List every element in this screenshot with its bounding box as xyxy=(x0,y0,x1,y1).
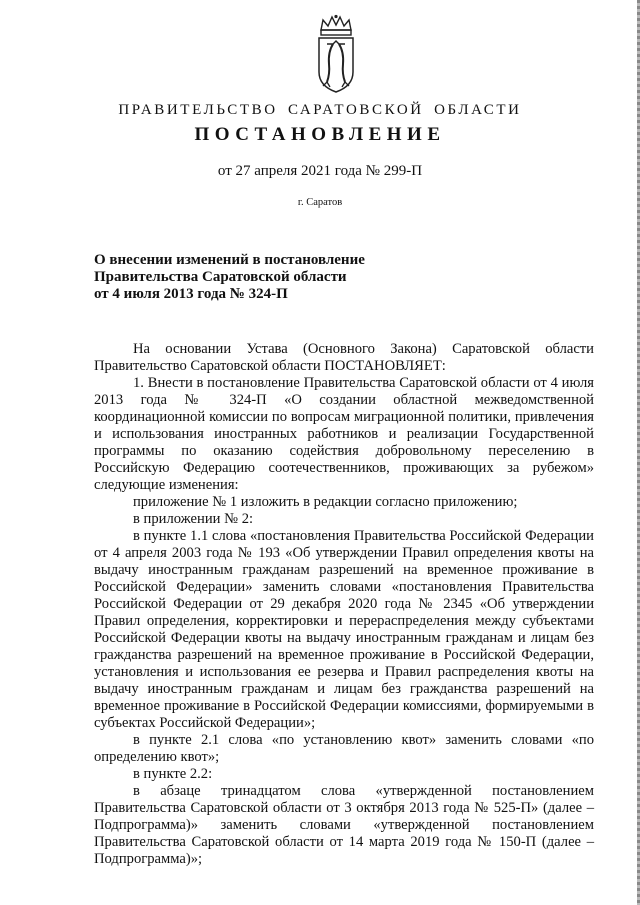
document-title xyxy=(94,252,424,303)
body-paragraph: приложение № 1 изложить в редакции согласно приложению; xyxy=(133,494,518,510)
document-date-number: от 27 апреля 2021 года № 299-П xyxy=(217,163,423,179)
body-paragraph: в пункте 2.2: xyxy=(133,766,213,782)
coat-of-arms-emblem xyxy=(313,14,359,94)
body-paragraph: в пункте 1.1 слова «постановления Правительства Российской Федерации от 4 апреля 2003 года № 193 «Об утверждении Правил определения квоты на выдачу иностранным гражданам разрешений на временное проживание в Российской Федерации» заменить словами «постановления Правительства Российской Федерации от 29 декабря 2020 года № 2345 «Об утверждении Правил определения, корректировки и перераспределения между субъектами Российской Федерации квоты на выдачу иностранным гражданам и лицам без гражданства разрешений на временное проживание в Российской Федерации, установления и использования ее резерва и Правил распределения квоты на выдачу иностранным гражданам и лицам без гражданства разрешений на временное проживание в Российской Федерации комиссиями, формируемыми в субъектах Российской Федерации»; xyxy=(94,528,594,731)
document-type: ПОСТАНОВЛЕНИЕ xyxy=(194,124,446,145)
organization-name: ПРАВИТЕЛЬСТВО САРАТОВСКОЙ ОБЛАСТИ xyxy=(118,102,522,118)
body-paragraph: в абзаце тринадцатом слова «утвержденной постановлением Правительства Саратовской области от 3 октября 2013 года № 525-П» (далее – Подпрограмма)» заменить словами «утвержденной постановлением Правительства Саратовской области от 14 марта 2019 года № 150-П (далее – Подпрограмма)»; xyxy=(94,783,594,867)
title-line: от 4 июля 2013 года № 324-П xyxy=(94,286,288,302)
body-paragraph: в пункте 2.1 слова «по установлению квот» заменить словами «по определению квот»; xyxy=(94,732,594,765)
document-body xyxy=(94,341,594,868)
body-paragraph: На основании Устава (Основного Закона) Саратовской области Правительство Саратовской области ПОСТАНОВЛЯЕТ: xyxy=(94,341,594,374)
title-line: Правительства Саратовской области xyxy=(94,269,347,285)
body-paragraph: 1. Внести в постановление Правительства Саратовской области от 4 июля 2013 года № 324-П «О создании областной межведомственной координационной комиссии по вопросам миграционной политики, привлечения и использования иностранных работников и реализации Государственной программы по оказанию содействия добровольному переселению в Российскую Федерацию соотечественников, проживающих за рубежом» следующие изменения: xyxy=(94,375,594,493)
document-city: г. Саратов xyxy=(297,197,343,208)
body-paragraph: в приложении № 2: xyxy=(133,511,254,527)
title-line: О внесении изменений в постановление xyxy=(94,252,365,268)
